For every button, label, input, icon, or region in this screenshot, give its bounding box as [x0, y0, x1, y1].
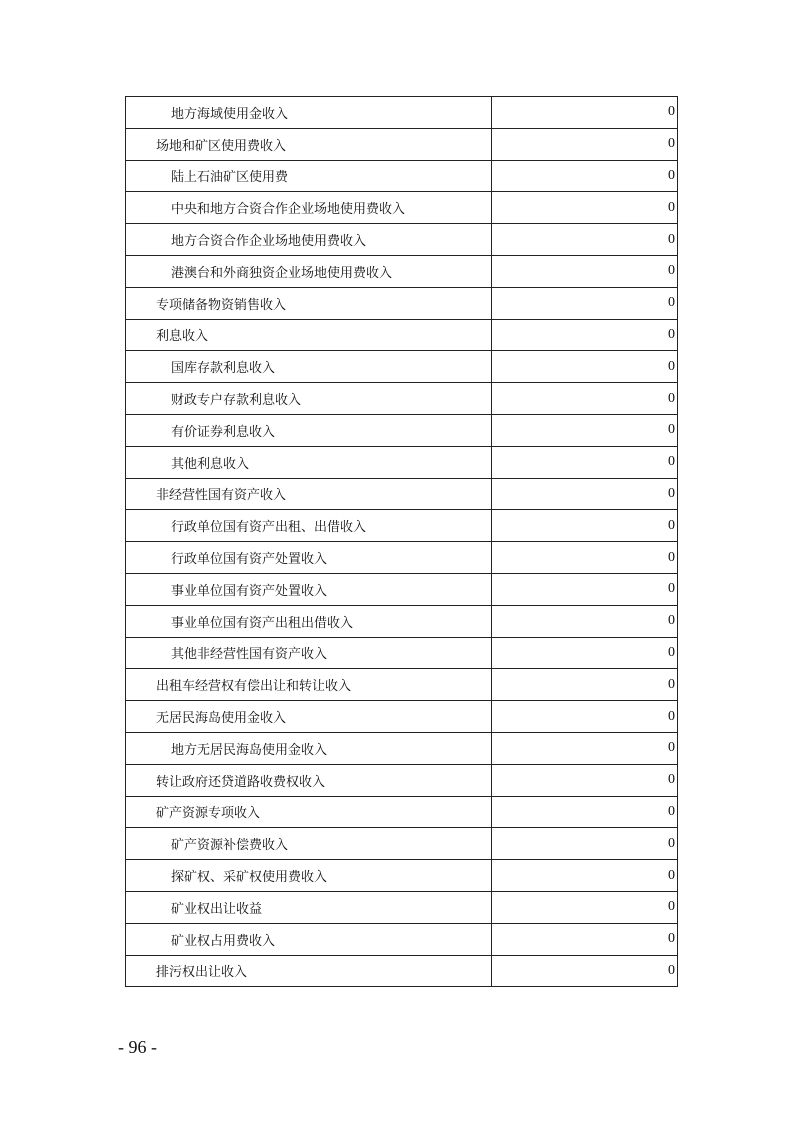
row-amount-cell: 0: [492, 637, 678, 669]
row-amount-cell: 0: [492, 128, 678, 160]
table-row: [126, 287, 678, 319]
table-row: [126, 955, 678, 987]
row-name-cell: 陆上石油矿区使用费: [126, 160, 492, 192]
row-amount-cell: 0: [492, 923, 678, 955]
row-name-cell: 转让政府还贷道路收费权收入: [126, 764, 492, 796]
table-row: [126, 764, 678, 796]
row-name-cell: 利息收入: [126, 319, 492, 351]
row-name-cell: 地方合资合作企业场地使用费收入: [126, 224, 492, 256]
row-name-cell: 地方海域使用金收入: [126, 97, 492, 129]
table-row: [126, 383, 678, 415]
table-row: [126, 192, 678, 224]
row-name-cell: 场地和矿区使用费收入: [126, 128, 492, 160]
table-row: [126, 128, 678, 160]
row-amount-cell: 0: [492, 97, 678, 129]
table-row: [126, 446, 678, 478]
table-row: [126, 255, 678, 287]
table-row: [126, 605, 678, 637]
row-name-cell: 其他非经营性国有资产收入: [126, 637, 492, 669]
table-row: [126, 923, 678, 955]
row-amount-cell: 0: [492, 605, 678, 637]
row-name-cell: 港澳台和外商独资企业场地使用费收入: [126, 255, 492, 287]
row-name-cell: 出租车经营权有偿出让和转让收入: [126, 669, 492, 701]
row-amount-cell: 0: [492, 828, 678, 860]
table-row: [126, 860, 678, 892]
row-name-cell: 非经营性国有资产收入: [126, 478, 492, 510]
table-row: [126, 160, 678, 192]
row-name-cell: 事业单位国有资产出租出借收入: [126, 605, 492, 637]
row-amount-cell: 0: [492, 383, 678, 415]
row-name-cell: 排污权出让收入: [126, 955, 492, 987]
row-amount-cell: 0: [492, 446, 678, 478]
table-row: [126, 796, 678, 828]
row-name-cell: 有价证券利息收入: [126, 414, 492, 446]
table-row: [126, 414, 678, 446]
table-row: [126, 891, 678, 923]
table-row: [126, 701, 678, 733]
row-amount-cell: 0: [492, 478, 678, 510]
row-amount-cell: 0: [492, 955, 678, 987]
row-amount-cell: 0: [492, 287, 678, 319]
row-name-cell: 无居民海岛使用金收入: [126, 701, 492, 733]
row-name-cell: 矿产资源专项收入: [126, 796, 492, 828]
table-row: [126, 573, 678, 605]
row-name-cell: 矿业权占用费收入: [126, 923, 492, 955]
table-row: [126, 351, 678, 383]
budget-table: [125, 96, 678, 987]
row-amount-cell: 0: [492, 351, 678, 383]
table-row: [126, 669, 678, 701]
row-amount-cell: 0: [492, 319, 678, 351]
row-amount-cell: 0: [492, 510, 678, 542]
row-amount-cell: 0: [492, 192, 678, 224]
row-name-cell: 其他利息收入: [126, 446, 492, 478]
row-amount-cell: 0: [492, 732, 678, 764]
row-name-cell: 矿业权出让收益: [126, 891, 492, 923]
row-amount-cell: 0: [492, 255, 678, 287]
table-row: [126, 478, 678, 510]
row-name-cell: 行政单位国有资产处置收入: [126, 542, 492, 574]
table-body: [126, 97, 678, 987]
row-amount-cell: 0: [492, 796, 678, 828]
row-name-cell: 中央和地方合资合作企业场地使用费收入: [126, 192, 492, 224]
row-name-cell: 国库存款利息收入: [126, 351, 492, 383]
row-name-cell: 矿产资源补偿费收入: [126, 828, 492, 860]
table-row: [126, 510, 678, 542]
row-amount-cell: 0: [492, 224, 678, 256]
row-amount-cell: 0: [492, 573, 678, 605]
table-row: [126, 732, 678, 764]
row-amount-cell: 0: [492, 160, 678, 192]
table-row: [126, 97, 678, 129]
row-amount-cell: 0: [492, 669, 678, 701]
row-amount-cell: 0: [492, 542, 678, 574]
row-name-cell: 探矿权、采矿权使用费收入: [126, 860, 492, 892]
row-amount-cell: 0: [492, 701, 678, 733]
table-row: [126, 224, 678, 256]
row-name-cell: 专项储备物资销售收入: [126, 287, 492, 319]
row-amount-cell: 0: [492, 414, 678, 446]
page-number: - 96 -: [118, 1037, 157, 1057]
row-amount-cell: 0: [492, 860, 678, 892]
row-name-cell: 事业单位国有资产处置收入: [126, 573, 492, 605]
table-row: [126, 542, 678, 574]
row-name-cell: 行政单位国有资产出租、出借收入: [126, 510, 492, 542]
row-amount-cell: 0: [492, 891, 678, 923]
table-row: [126, 828, 678, 860]
row-amount-cell: 0: [492, 764, 678, 796]
table-row: [126, 637, 678, 669]
row-name-cell: 财政专户存款利息收入: [126, 383, 492, 415]
row-name-cell: 地方无居民海岛使用金收入: [126, 732, 492, 764]
table-row: [126, 319, 678, 351]
